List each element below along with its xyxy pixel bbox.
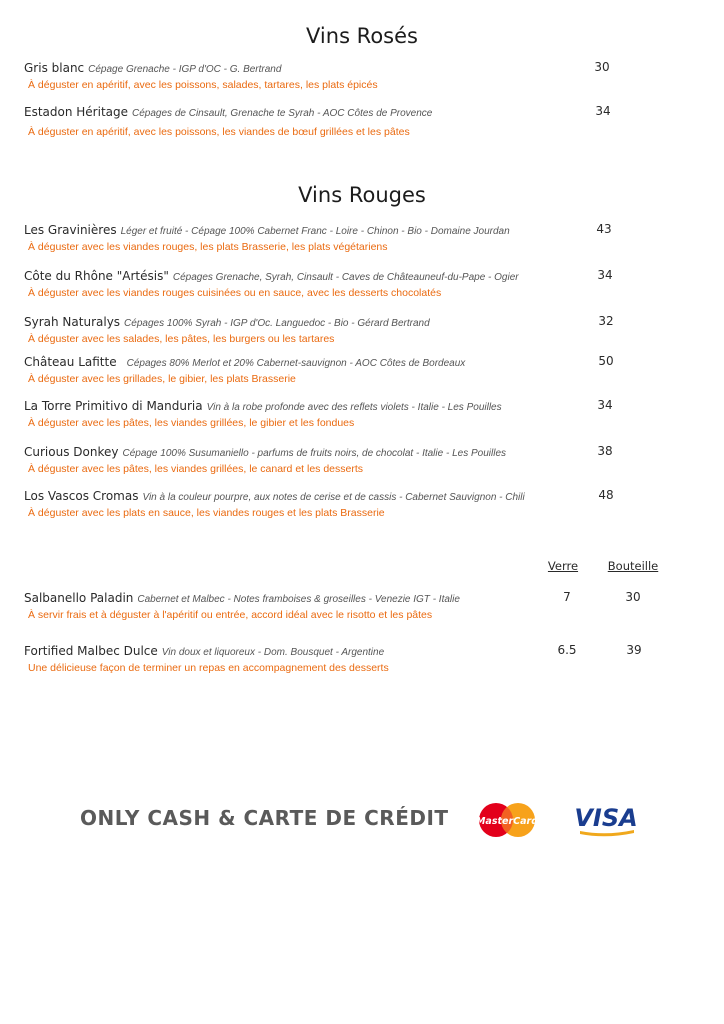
wine-name: Côte du Rhône "Artésis"	[24, 269, 169, 283]
wine-item	[24, 104, 684, 138]
payment-info: ONLY CASH & CARTE DE CRÉDIT	[80, 806, 449, 830]
wine-pairing: À servir frais et à déguster à l'apéritif ou entrée, accord idéal avec le risotto et les pâtes	[28, 609, 433, 621]
wine-pairing: Une délicieuse façon de terminer un repas en accompagnement des desserts	[28, 662, 389, 674]
wine-description: Cépages Grenache, Syrah, Cinsault - Caves de Châteauneuf-du-Pape - Ogier	[172, 272, 519, 283]
visa-logo-icon	[574, 800, 640, 840]
wine-description: Cépages 80% Merlot et 20% Cabernet-sauvignon - AOC Côtes de Bordeaux	[126, 358, 466, 369]
wine-name: Salbanello Paladin	[24, 591, 134, 605]
wine-description: Cépages 100% Syrah - IGP d'Oc. Languedoc - Bio - Gérard Bertrand	[124, 318, 430, 329]
wine-name: La Torre Primitivo di Manduria	[24, 399, 203, 413]
wine-description: Cabernet et Malbec - Notes framboises & groseilles - Venezie IGT - Italie	[137, 594, 460, 605]
wine-item	[24, 60, 684, 91]
wine-pairing: À déguster avec les grillades, le gibier, les plats Brasserie	[28, 373, 296, 385]
wine-name: Curious Donkey	[24, 445, 119, 459]
wine-description: Cépage Grenache - IGP d'OC - G. Bertrand	[88, 64, 282, 75]
section-title-roses: Vins Rosés	[306, 24, 418, 48]
bottle-price: 30	[625, 590, 641, 604]
wine-item	[24, 488, 684, 519]
wine-item	[24, 314, 684, 345]
wine-pairing: À déguster avec les viandes rouges cuisinées ou en sauce, avec les desserts chocolatés	[28, 287, 442, 299]
mastercard-label: MasterCard	[476, 816, 538, 827]
wine-item	[24, 444, 684, 475]
mastercard-logo-icon	[476, 800, 538, 840]
wine-pairing: À déguster avec les salades, les pâtes, les burgers ou les tartares	[28, 333, 335, 345]
wine-item	[24, 590, 684, 621]
wine-name: Estadon Héritage	[24, 105, 129, 119]
wine-price: 30	[594, 60, 610, 74]
wine-name: Les Gravinières	[24, 223, 117, 237]
wine-pairing: À déguster en apéritif, avec les poissons, salades, tartares, les plats épicés	[28, 79, 378, 91]
wine-price: 34	[597, 268, 613, 282]
wine-name: Gris blanc	[24, 61, 85, 75]
wine-pairing: À déguster avec les plats en sauce, les viandes rouges et les plats Brasserie	[28, 507, 385, 519]
wine-pairing: À déguster avec les pâtes, les viandes grillées, le canard et les desserts	[28, 463, 364, 475]
wine-description: Léger et fruité - Cépage 100% Cabernet Franc - Loire - Chinon - Bio - Domaine Jourdan	[120, 226, 510, 237]
wine-description: Vin doux et liquoreux - Dom. Bousquet - Argentine	[161, 647, 385, 658]
wine-price: 34	[595, 104, 611, 118]
wine-name: Château Lafitte	[24, 355, 117, 369]
column-header-bouteille: Bouteille	[607, 559, 659, 573]
column-header-verre: Verre	[547, 559, 579, 573]
bottle-price: 39	[626, 643, 642, 657]
wine-price: 32	[598, 314, 614, 328]
section-title-rouges: Vins Rouges	[298, 183, 426, 207]
glass-price: 6.5	[557, 643, 577, 657]
wine-price: 43	[596, 222, 612, 236]
glass-price: 7	[563, 590, 571, 604]
wine-description: Vin à la robe profonde avec des reflets violets - Italie - Les Pouilles	[206, 402, 502, 413]
wine-description: Cépages de Cinsault, Grenache te Syrah - AOC Côtes de Provence	[132, 108, 433, 119]
wine-item	[24, 354, 684, 385]
visa-label: VISA	[574, 804, 638, 832]
wine-description: Cépage 100% Susumaniello - parfums de fruits noirs, de chocolat - Italie - Les Pouilles	[122, 448, 506, 459]
wine-description: Vin à la couleur pourpre, aux notes de cerise et de cassis - Cabernet Sauvignon - Chili	[142, 492, 525, 503]
wine-pairing: À déguster avec les viandes rouges, les plats Brasserie, les plats végétariens	[28, 241, 388, 253]
wine-price: 34	[597, 398, 613, 412]
wine-item	[24, 643, 684, 674]
wine-price: 50	[598, 354, 614, 368]
wine-name: Fortified Malbec Dulce	[24, 644, 158, 658]
wine-price: 38	[597, 444, 613, 458]
wine-pairing: À déguster en apéritif, avec les poissons, les viandes de bœuf grillées et les pâtes	[28, 126, 410, 138]
wine-name: Syrah Naturalys	[24, 315, 121, 329]
wine-price: 48	[598, 488, 614, 502]
wine-pairing: À déguster avec les pâtes, les viandes grillées, le gibier et les fondues	[28, 417, 355, 429]
wine-name: Los Vascos Cromas	[24, 489, 139, 503]
wine-item	[24, 398, 684, 429]
wine-item	[24, 268, 684, 299]
wine-item	[24, 222, 684, 253]
